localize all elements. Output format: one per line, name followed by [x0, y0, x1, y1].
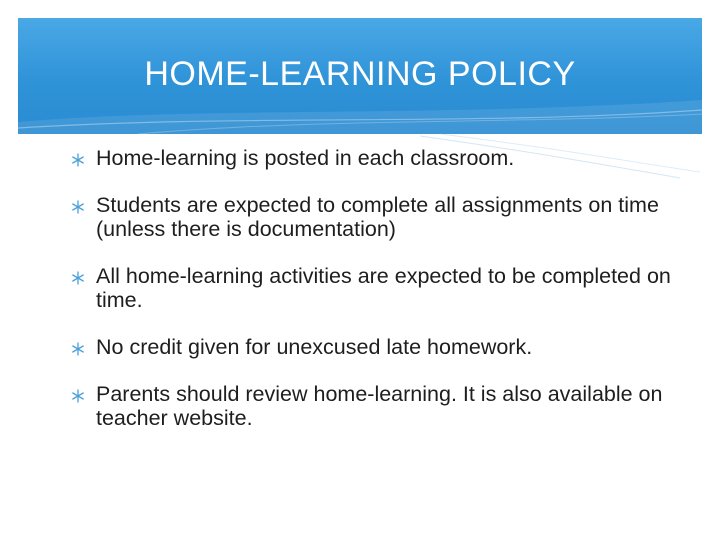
bullet-list: [70, 146, 680, 453]
bullet-text: All home-learning activities are expected to be completed on time.: [96, 264, 671, 312]
bullet-text: Parents should review home-learning. It is also available on teacher website.: [96, 382, 663, 430]
title-band: [18, 18, 702, 134]
bullet-item: [70, 382, 680, 430]
asterisk-icon: [70, 146, 86, 170]
asterisk-icon: [70, 264, 86, 288]
bullet-item: [70, 193, 680, 241]
asterisk-icon: [70, 382, 86, 406]
bullet-text: No credit given for unexcused late homework.: [96, 335, 533, 359]
bullet-item: [70, 264, 680, 312]
bullet-text: Students are expected to complete all assignments on time (unless there is documentation): [96, 193, 659, 241]
asterisk-icon: [70, 335, 86, 359]
bullet-item: [70, 146, 680, 170]
slide-title: HOME-LEARNING POLICY: [144, 55, 576, 93]
bullet-item: [70, 335, 680, 359]
asterisk-icon: [70, 193, 86, 217]
bullet-text: Home-learning is posted in each classroom.: [96, 146, 515, 170]
